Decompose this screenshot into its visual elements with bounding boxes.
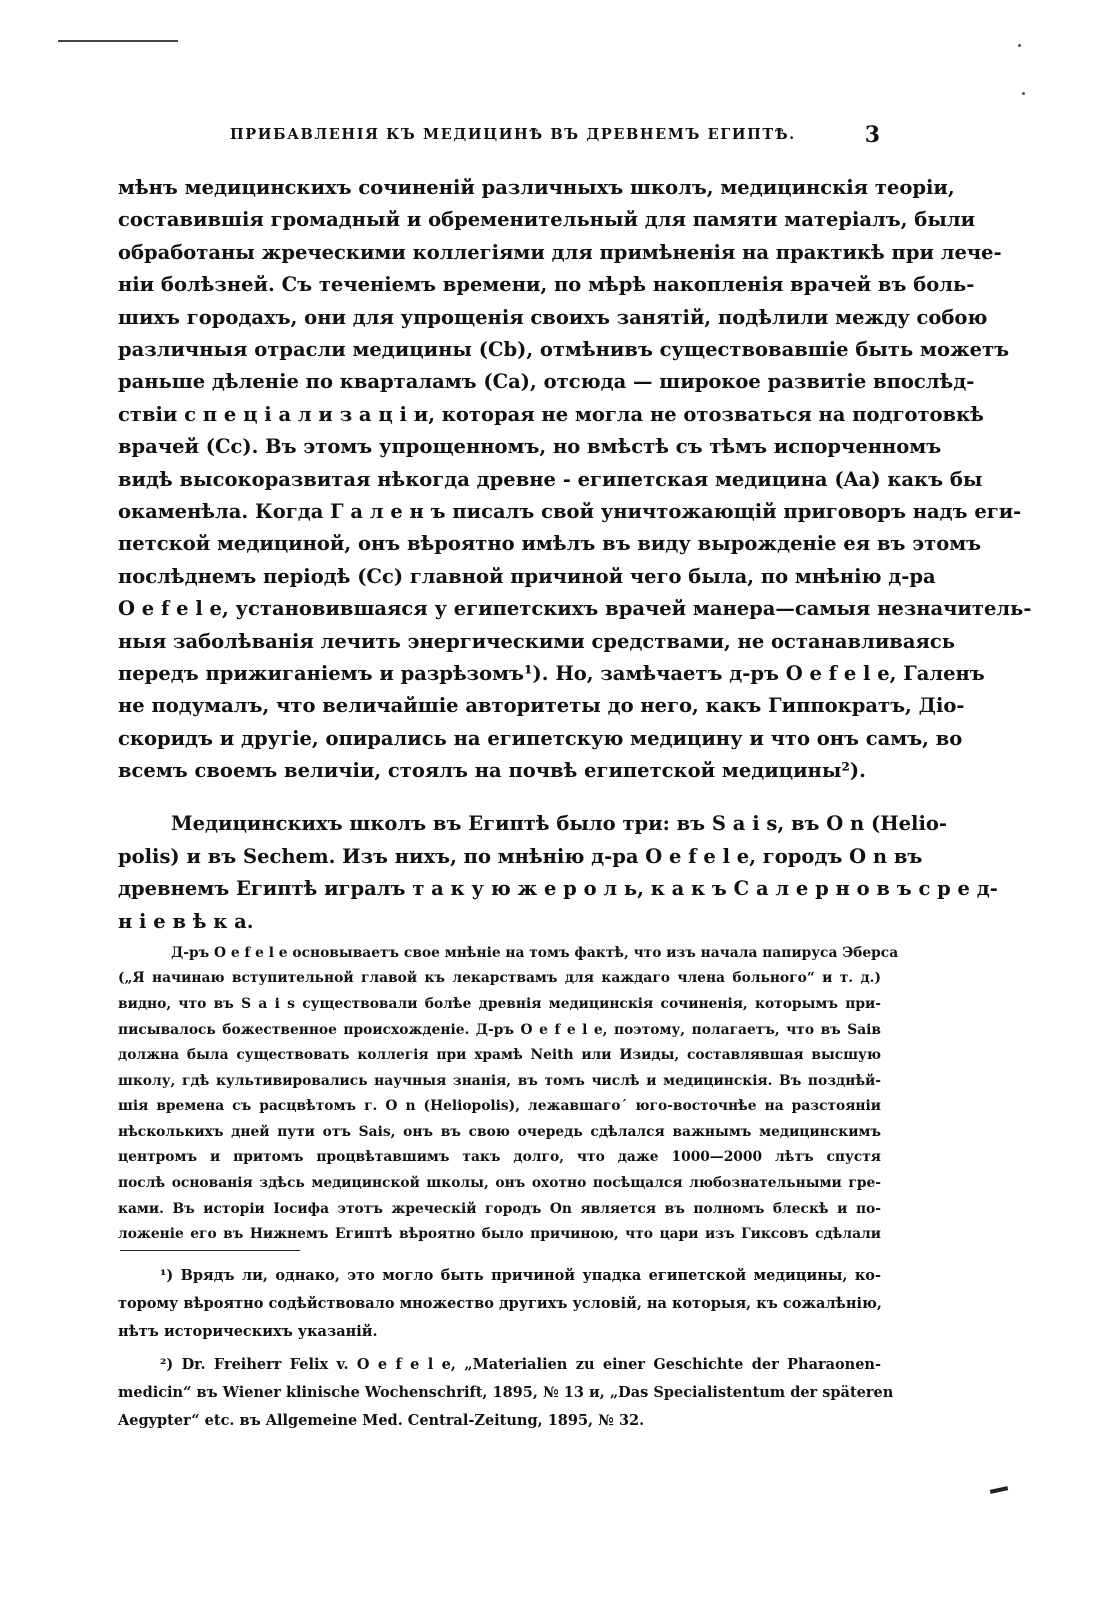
footnote-line: ¹) Врядъ ли, однако, это могло быть причиной упадка египетской медицины, ко-: [160, 1267, 881, 1284]
body-line: окаменѣла. Когда Г а л е н ъ писалъ свой уничтожающій приговоръ надъ еги-: [118, 500, 1022, 523]
body-line: раньше дѣленіе по кварталамъ (Ca), отсюда — широкое развитіе впослѣд-: [118, 370, 975, 393]
body-line: polis) и въ Sechem. Изъ нихъ, по мнѣнію д-ра O e f e l e, городъ O n въ: [118, 845, 923, 868]
body-line: ствіи с п е ц і а л и з а ц і и, которая не могла не отозваться на подготовкѣ: [118, 403, 984, 426]
body-line: петской медициной, онъ вѣроятно имѣлъ въ виду вырожденіе ея въ этомъ: [118, 532, 982, 555]
note-line: писывалось божественное происхожденіе. Д-ръ O e f e l e, поэтому, полагаетъ, что въ Saiв: [118, 1022, 881, 1038]
note-line: видно, что въ S a i s существовали болѣе древнія медицинскія сочиненія, которымъ при-: [118, 996, 881, 1012]
body-line: составившія громадный и обременительный для памяти матеріалъ, были: [118, 208, 976, 231]
body-line: различныя отрасли медицины (Cb), отмѣнивъ существовавшіе быть можетъ: [118, 338, 1010, 361]
body-line: шихъ городахъ, они для упрощенія своихъ занятій, подѣлили между собою: [118, 306, 988, 329]
footnote-line: medicin“ въ Wiener klinische Wochenschrift, 1895, № 13 и, „Das Specialistentum der späteren: [118, 1384, 894, 1401]
body-line: всемъ своемъ величіи, стоялъ на почвѣ египетской медицины²).: [118, 759, 866, 782]
body-line: видѣ высокоразвитая нѣкогда древне - египетская медицина (Aa) какъ бы: [118, 468, 983, 491]
body-line: обработаны жреческими коллегіями для примѣненія на практикѣ при лече-: [118, 241, 1002, 264]
body-line: передъ прижиганіемъ и разрѣзомъ¹). Но, замѣчаетъ д-ръ O e f e l e, Галенъ: [118, 662, 985, 685]
running-head: ПРИБАВЛЕНІЯ КЪ МЕДИЦИНѢ ВЪ ДРЕВНЕМЪ ЕГИПТѢ.: [230, 126, 796, 143]
body-line: не подумалъ, что величайшіе авторитеты до него, какъ Гиппократъ, Діо-: [118, 694, 965, 717]
note-line: ложеніе его въ Нижнемъ Египтѣ вѣроятно было причиною, что цари изъ Гиксовъ сдѣлали: [118, 1226, 881, 1242]
note-line: шія времена съ расцвѣтомъ г. O n (Heliopolis), лежавшаго´ юго-восточнѣе на разстояніи: [118, 1098, 881, 1114]
body-line: O e f e l e, установившаяся у египетскихъ врачей манера—самыя незначитель-: [118, 597, 1032, 620]
body-line: Медицинскихъ школъ въ Египтѣ было три: въ S a i s, въ O n (Helio-: [171, 812, 947, 835]
body-line: послѣднемъ періодѣ (Cc) главной причиной чего была, по мнѣнію д-ра: [118, 565, 936, 588]
note-line: („Я начинаю вступительной главой къ лекарствамъ для каждаго члена больного“ и т. д.): [118, 970, 881, 986]
footnote-line: нѣтъ историческихъ указаній.: [118, 1323, 378, 1340]
note-line: нѣсколькихъ дней пути отъ Sais, онъ въ свою очередь сдѣлался важнымъ медицинскимъ: [118, 1124, 881, 1140]
body-line: ніи болѣзней. Съ теченіемъ времени, по мѣрѣ накопленія врачей въ боль-: [118, 273, 975, 296]
body-line: ныя заболѣванія лечить энергическими средствами, не останавливаясь: [118, 630, 955, 653]
body-line: скоридъ и другіе, опирались на египетскую медицину и что онъ самъ, во: [118, 727, 963, 750]
note-line: должна была существовать коллегія при храмѣ Neith или Изиды, составлявшая высшую: [118, 1047, 881, 1063]
note-line: Д-ръ O e f e l e основываетъ свое мнѣніе на томъ фактѣ, что изъ начала папируса Эберса: [171, 945, 899, 961]
note-line: ками. Въ исторіи Іосифа этотъ жреческій городъ On является въ полномъ блескѣ и по-: [118, 1201, 881, 1217]
body-line: мѣнъ медицинскихъ сочиненій различныхъ школъ, медицинскія теоріи,: [118, 176, 955, 199]
body-line: н і е в ѣ к а.: [118, 910, 254, 933]
footnote-rule: [120, 1250, 300, 1251]
page-number: 3: [864, 122, 880, 148]
footnote-line: торому вѣроятно содѣйствовало множество другихъ условій, на которыя, къ сожалѣнію,: [118, 1295, 882, 1312]
note-line: школу, гдѣ культивировались научныя знанія, въ томъ числѣ и медицинскія. Въ позднѣй-: [118, 1073, 881, 1089]
note-line: центромъ и притомъ процвѣтавшимъ такъ долго, что даже 1000—2000 лѣтъ спустя: [118, 1149, 881, 1165]
note-line: послѣ основанія здѣсь медицинской школы, онъ охотно посѣщался любознательными гре-: [118, 1175, 881, 1191]
footnote-line: Aegypter“ etc. въ Allgemeine Med. Central-Zeitung, 1895, № 32.: [118, 1412, 645, 1429]
body-line: врачей (Cc). Въ этомъ упрощенномъ, но вмѣстѣ съ тѣмъ испорченномъ: [118, 435, 942, 458]
footnote-line: ²) Dr. Freiherr Felix v. O e f e l e, „Materialien zu einer Geschichte der Pharaonen-: [160, 1356, 881, 1373]
body-line: древнемъ Египтѣ игралъ т а к у ю ж е р о л ь, к а к ъ С а л е р н о в ъ с р е д-: [118, 877, 998, 900]
